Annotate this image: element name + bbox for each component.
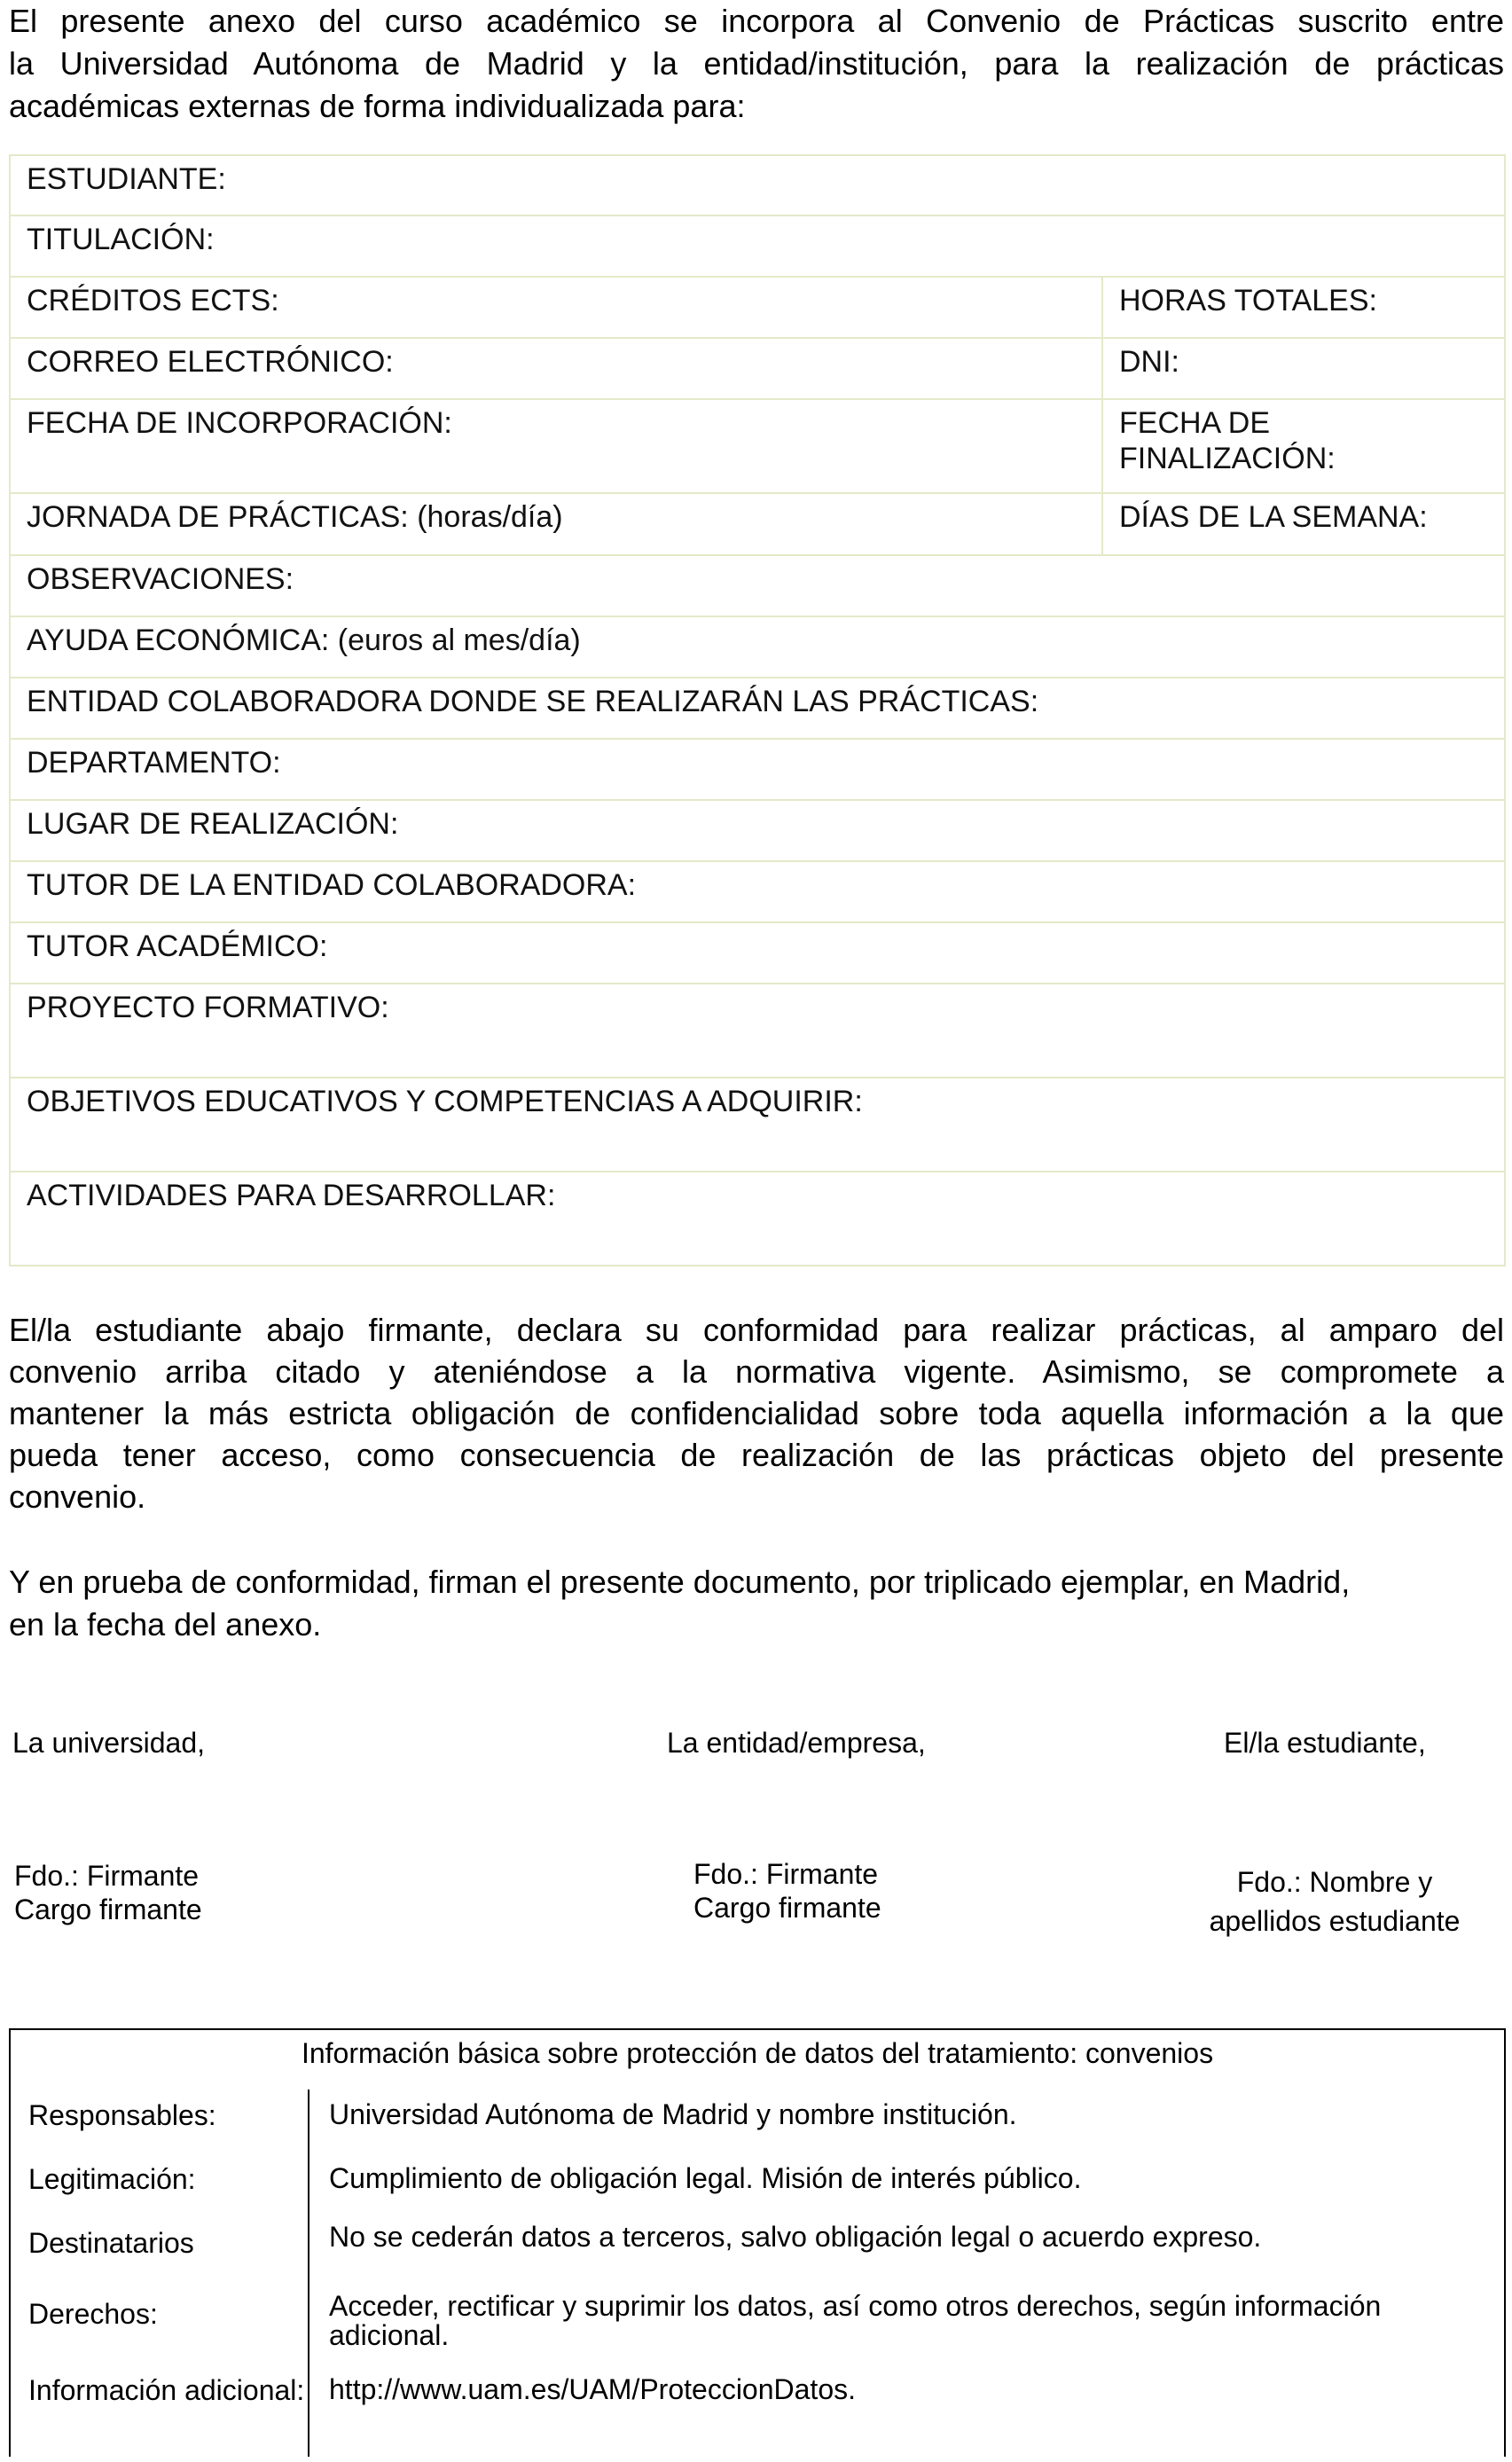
field-label: [1119, 400, 1504, 476]
field-departamento[interactable]: [10, 739, 1505, 800]
field-label: HORAS TOTALES:: [1119, 284, 1377, 318]
field-label: FECHA DE INCORPORACIÓN:: [27, 406, 452, 440]
intro-line: El presente anexo del curso académico se incorpora al Convenio de Prácticas suscrito entre: [9, 3, 1504, 39]
field-horas-totales[interactable]: [1102, 277, 1505, 338]
field-ayuda-economica[interactable]: [10, 616, 1505, 678]
privacy-label: Responsables:: [10, 2090, 309, 2153]
privacy-label: Legitimación:: [10, 2153, 309, 2217]
privacy-label: Información adicional:: [10, 2364, 309, 2457]
field-label: OBSERVACIONES:: [27, 562, 294, 596]
field-label-line: FINALIZACIÓN:: [1119, 442, 1336, 475]
field-creditos[interactable]: [10, 277, 1102, 338]
signature-label-student: El/la estudiante,: [1224, 1727, 1426, 1759]
privacy-label: Derechos:: [10, 2288, 309, 2364]
field-actividades[interactable]: [10, 1172, 1505, 1266]
signer-name: Fdo.: Firmante: [14, 1860, 200, 1892]
intro-line: la Universidad Autónoma de Madrid y la entidad/institución, para la realización de prácticas: [9, 45, 1504, 82]
intro-line: académicas externas de forma individualizada para:: [9, 88, 746, 124]
field-correo[interactable]: [10, 338, 1102, 399]
privacy-value[interactable]: http://www.uam.es/UAM/ProteccionDatos.: [309, 2364, 1505, 2457]
field-label: JORNADA DE PRÁCTICAS: (horas/día): [27, 500, 563, 534]
field-label-line: FECHA DE: [1119, 406, 1271, 440]
declaration-line: pueda tener acceso, como consecuencia de realización de las prácticas objeto del presente: [9, 1437, 1504, 1473]
field-label: TUTOR DE LA ENTIDAD COLABORADORA:: [27, 868, 637, 902]
field-label: TUTOR ACADÉMICO:: [27, 929, 328, 963]
field-label: LUGAR DE REALIZACIÓN:: [27, 807, 399, 841]
data-protection-table: [9, 2028, 1506, 2457]
declaration-line: convenio arriba citado y ateniéndose a la normativa vigente. Asimismo, se compromete a: [9, 1353, 1504, 1390]
conformity-line: Y en prueba de conformidad, firman el presente documento, por triplicado ejemplar, en Madrid,: [9, 1564, 1351, 1600]
field-label: ENTIDAD COLABORADORA DONDE SE REALIZARÁN LAS PRÁCTICAS:: [27, 685, 1039, 718]
field-label: AYUDA ECONÓMICA: (euros al mes/día): [27, 623, 581, 657]
field-label: CORREO ELECTRÓNICO:: [27, 345, 394, 379]
field-label: ESTUDIANTE:: [27, 162, 226, 196]
privacy-label: Destinatarios: [10, 2217, 309, 2288]
field-dni[interactable]: [1102, 338, 1505, 399]
field-dias-semana[interactable]: [1102, 493, 1505, 555]
declaration-paragraph: [9, 1309, 1504, 1517]
declaration-line: convenio.: [9, 1478, 146, 1515]
field-label: DEPARTAMENTO:: [27, 746, 281, 780]
field-tutor-academico[interactable]: [10, 922, 1505, 984]
field-label: ACTIVIDADES PARA DESARROLLAR:: [27, 1179, 556, 1212]
declaration-line: El/la estudiante abajo firmante, declara su conformidad para realizar prácticas, al amparo del: [9, 1312, 1504, 1348]
field-label: DÍAS DE LA SEMANA:: [1119, 500, 1428, 534]
field-label: PROYECTO FORMATIVO:: [27, 991, 389, 1024]
field-tutor-entidad[interactable]: [10, 861, 1505, 922]
field-jornada[interactable]: [10, 493, 1102, 555]
signature-block-university: [14, 1859, 202, 1926]
privacy-value: Acceder, rectificar y suprimir los datos, así como otros derechos, según información adicional.: [309, 2288, 1505, 2364]
internship-form: [9, 154, 1506, 1266]
field-label: TITULACIÓN:: [27, 223, 215, 256]
privacy-value: Universidad Autónoma de Madrid y nombre institución.: [309, 2090, 1505, 2153]
field-label: DNI:: [1119, 345, 1179, 379]
signature-block-entity: [693, 1857, 881, 1925]
privacy-value: Cumplimiento de obligación legal. Misión de interés público.: [309, 2153, 1505, 2217]
field-fecha-finalizacion[interactable]: [1102, 399, 1505, 493]
signer-name: Fdo.: Nombre y: [1236, 1866, 1433, 1898]
declaration-line: mantener la más estricta obligación de confidencialidad sobre toda aquella información a la que: [9, 1395, 1504, 1431]
field-fecha-incorporacion[interactable]: [10, 399, 1102, 493]
signer-role: Cargo firmante: [693, 1892, 881, 1924]
signature-label-university: La universidad,: [12, 1727, 206, 1759]
field-label: OBJETIVOS EDUCATIVOS Y COMPETENCIAS A ADQUIRIR:: [27, 1085, 863, 1118]
field-proyecto-formativo[interactable]: [10, 984, 1505, 1078]
signer-name: Fdo.: Firmante: [693, 1858, 879, 1890]
field-estudiante[interactable]: [10, 155, 1505, 216]
field-titulacion[interactable]: [10, 216, 1505, 277]
field-objetivos[interactable]: [10, 1078, 1505, 1172]
privacy-value: No se cederán datos a terceros, salvo obligación legal o acuerdo expreso.: [309, 2217, 1505, 2288]
conformity-line: en la fecha del anexo.: [9, 1606, 322, 1643]
signature-block-student: [1188, 1862, 1481, 1941]
signature-label-entity: La entidad/empresa,: [667, 1727, 926, 1759]
conformity-paragraph: [9, 1561, 1504, 1646]
field-label: CRÉDITOS ECTS:: [27, 284, 279, 318]
data-protection-title: Información básica sobre protección de datos del tratamiento: convenios: [10, 2029, 1505, 2090]
field-entidad-colaboradora[interactable]: [10, 678, 1505, 739]
field-observaciones[interactable]: [10, 555, 1505, 616]
intro-paragraph: [9, 0, 1504, 128]
signer-role: Cargo firmante: [14, 1894, 202, 1925]
signer-name: apellidos estudiante: [1209, 1905, 1461, 1937]
field-lugar[interactable]: [10, 800, 1505, 861]
